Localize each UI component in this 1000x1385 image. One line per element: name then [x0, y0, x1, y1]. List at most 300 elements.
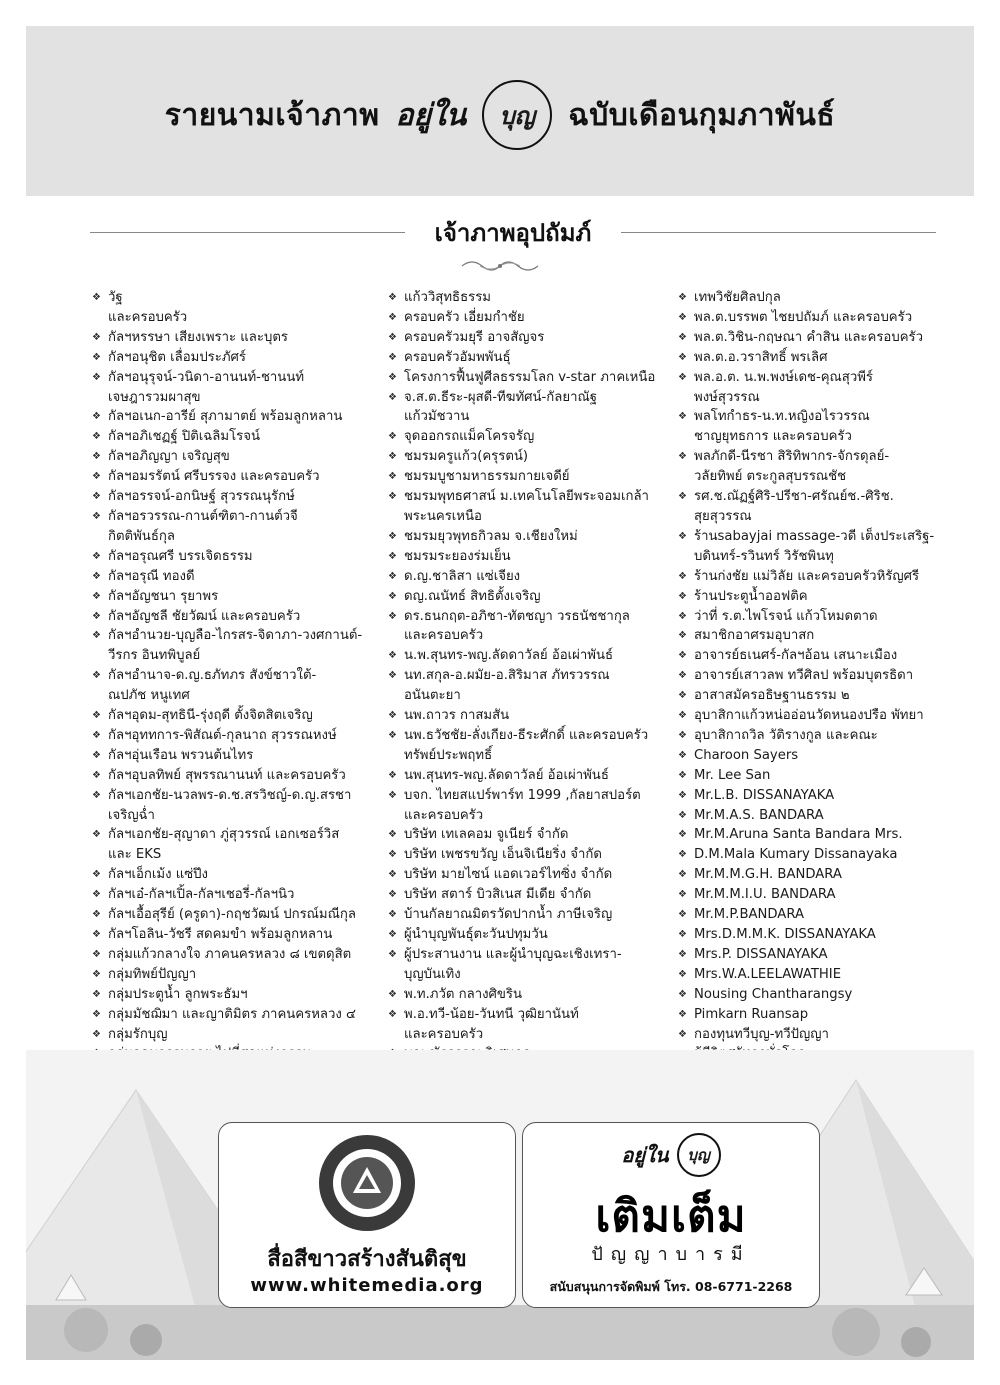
bullet-icon: ❖	[678, 650, 687, 662]
donor-entry	[92, 945, 382, 965]
donor-entry	[388, 587, 688, 607]
bullet-icon: ❖	[92, 789, 101, 801]
donor-name: กัลฯอรรจน์-อกนิษฐ์ สุวรรณนุรักษ์	[108, 489, 295, 505]
bullet-icon: ❖	[388, 929, 397, 940]
bullet-icon: ❖	[388, 650, 397, 662]
donor-entry	[388, 388, 688, 428]
donor-entry	[388, 905, 688, 925]
bullet-icon: ❖	[388, 1008, 397, 1020]
donor-entry	[388, 447, 688, 467]
donor-entry	[678, 646, 978, 666]
donor-name: กัลฯเอกชัย-สุญาดา ภู่สุวรรณ์ เอกเซอร์วิส และ EKS	[108, 827, 340, 863]
donor-name: อุบาสิกาถวิล วัติรางกูล และคณะ	[694, 727, 878, 743]
bullet-icon: ❖	[388, 331, 397, 343]
bullet-icon: ❖	[92, 451, 101, 463]
donor-entry	[678, 626, 978, 646]
donor-name: พล.ต.บรรพต ไชยปถัมภ์ และครอบครัว	[694, 309, 913, 325]
donor-name: พลโทกำธร-น.ท.หญิงอไรวรรณ ชาญยุทธการ และครอบครัว	[694, 409, 870, 445]
donor-entry	[388, 467, 688, 487]
donor-entry	[678, 666, 978, 686]
donor-entry	[388, 328, 688, 348]
donor-name: ชมรมครูแก้ว(ครุรตน์)	[404, 449, 529, 465]
donor-name: กัลฯอรวรรณ-กานต์ฑิตา-กานต์วจี กิตติพันธ์กุล	[108, 508, 298, 544]
donor-name: กัลฯโอลิน-วัชรี สดคมขำ พร้อมลูกหลาน	[108, 927, 333, 942]
donor-entry	[678, 905, 978, 925]
section-rule-right	[621, 232, 936, 233]
bullet-icon: ❖	[678, 670, 687, 682]
donor-name: นพ.ธวัชชัย-ลั่งเกียง-ธีระศักดิ์ และครอบครัว ทรัพย์ประพฤทธิ์	[404, 727, 649, 763]
bullet-icon: ❖	[388, 610, 397, 622]
donor-entry	[388, 945, 688, 985]
donor-name: กัลฯอุบลทิพย์ สุพรรณานนท์ และครอบครัว	[108, 767, 346, 783]
donor-name: อาสาสมัครอธิษฐานธรรม ๒	[694, 688, 850, 704]
bullet-icon: ❖	[678, 889, 687, 901]
bullet-icon: ❖	[678, 610, 687, 622]
bullet-icon: ❖	[388, 869, 397, 881]
donor-name: Mr.M.P.BANDARA	[694, 907, 804, 923]
donor-name: ด.ญ.ชาลิสา แซ่เจียง	[404, 568, 521, 584]
donor-name: กลุ่มทิพย์ปัญญา	[108, 966, 197, 982]
donor-entry	[388, 368, 688, 388]
header-title	[26, 60, 974, 170]
donor-name: กัลฯเอื้อสุรีย์ (ครูดา)-กฤชวัฒน์ ปกรณ์มณีกุล	[108, 907, 356, 923]
donor-entry	[388, 1005, 688, 1045]
bullet-icon: ❖	[678, 849, 687, 861]
bullet-icon: ❖	[388, 710, 397, 722]
donor-entry	[678, 288, 978, 308]
donor-name: ร้านsabayjai massage-วดี เต็งประเสริฐ- บดินทร์-รวินทร์ วิรัชพินทุ	[694, 528, 935, 564]
bullet-icon: ❖	[388, 550, 397, 562]
donor-entry	[92, 746, 382, 766]
bullet-icon: ❖	[678, 929, 687, 940]
bullet-icon: ❖	[388, 431, 397, 443]
donor-name: บ้านกัลยาณมิตรวัดปากน้ำ ภาษีเจริญ	[404, 907, 613, 923]
donor-entry	[92, 348, 382, 368]
bullet-icon: ❖	[92, 929, 101, 940]
bullet-icon: ❖	[678, 690, 687, 702]
donor-entry	[388, 925, 688, 945]
donor-name: พล.อ.ต. น.พ.พงษ์เดช-คุณสุวพีร์ พงษ์สุวรรณ	[694, 369, 874, 405]
donor-name: จ.ส.ต.ธีระ-ผุสดี-ทีฆทัศน์-กัลยาณัฐ แก้วมัชวาน	[404, 389, 598, 425]
bullet-icon: ❖	[92, 968, 101, 980]
bullet-icon: ❖	[678, 351, 687, 363]
donor-entry	[92, 368, 382, 408]
bullet-icon: ❖	[678, 1028, 687, 1040]
bullet-icon: ❖	[388, 769, 397, 781]
donor-entry	[388, 845, 688, 865]
donor-entry	[388, 865, 688, 885]
bullet-icon: ❖	[678, 948, 687, 960]
bullet-icon: ❖	[92, 610, 101, 622]
donor-entry	[678, 825, 978, 845]
donor-entry	[678, 746, 978, 766]
bullet-icon: ❖	[92, 491, 101, 503]
donor-entry	[92, 1025, 382, 1045]
donor-entry	[92, 825, 382, 865]
donor-name: กัลฯอุททการ-พิสัณต์-กุลนาถ สุวรรณหงษ์	[108, 727, 337, 743]
donor-entry	[92, 965, 382, 985]
bullet-icon: ❖	[678, 630, 687, 642]
bullet-icon: ❖	[678, 590, 687, 602]
donor-name: กัลฯอเนก-อารีย์ สุภามาตย์ พร้อมลูกหลาน	[108, 409, 343, 425]
donor-name: Mr.M.A.S. BANDARA	[694, 807, 824, 823]
bullet-icon: ❖	[678, 769, 687, 781]
white-media-association-badge-icon	[317, 1133, 417, 1233]
donor-entry	[388, 766, 688, 786]
bullet-icon: ❖	[388, 849, 397, 861]
donor-name: Nousing Chantharangsy	[694, 986, 853, 1002]
sponsor-logo-circle: บุญ	[677, 1133, 721, 1177]
bullet-icon: ❖	[92, 292, 101, 303]
bullet-icon: ❖	[92, 471, 101, 483]
donor-entry	[388, 607, 688, 647]
bullet-icon: ❖	[388, 351, 397, 363]
bullet-icon: ❖	[388, 292, 397, 303]
donor-entry	[92, 427, 382, 447]
bullet-icon: ❖	[92, 590, 101, 602]
donor-name: นพ.ถาวร กาสมสัน	[404, 708, 510, 724]
donor-name: ชมรมพุทธศาสน์ ม.เทคโนโลยีพระจอมเกล้า พระนครเหนือ	[404, 489, 649, 524]
bullet-icon: ❖	[678, 411, 687, 423]
donor-name: กัลฯอุ่นเรือน พรวนต้นไทร	[108, 747, 254, 763]
donor-name: กัลฯอำนวย-บุญลือ-ไกรสร-จิดาภา-วงศกานต์- วีรกร อินทพิบูลย์	[108, 628, 363, 664]
section-rule-left	[90, 232, 405, 233]
bullet-icon: ❖	[388, 909, 397, 921]
donor-entry	[388, 527, 688, 547]
bullet-icon: ❖	[678, 530, 687, 542]
bullet-icon: ❖	[388, 988, 397, 1000]
donor-name: สมาชิกอาศรมอุบาสก	[694, 628, 815, 644]
donor-entry	[92, 467, 382, 487]
donor-entry	[92, 1005, 382, 1025]
bullet-icon: ❖	[388, 590, 397, 602]
bullet-icon: ❖	[388, 889, 397, 901]
donor-name: Mr.M.Aruna Santa Bandara Mrs.	[694, 827, 903, 843]
donor-name: จุดออกรถแม็คโครจรัญ	[404, 429, 535, 445]
bullet-icon: ❖	[92, 749, 101, 761]
donor-entry	[92, 447, 382, 467]
bullet-icon: ❖	[92, 351, 101, 363]
donor-name: บริษัท เพชรขวัญ เอ็นจิเนียริ่ง จำกัด	[404, 847, 602, 863]
bullet-icon: ❖	[92, 988, 101, 1000]
donor-entry	[678, 368, 978, 408]
magazine-logo-circle: บุญ	[482, 80, 552, 150]
donor-entry	[678, 407, 978, 447]
donor-name: กลุ่มมัชฌิมา และญาติมิตร ภาคนครหลวง ๔	[108, 1006, 356, 1022]
donor-entry	[92, 905, 382, 925]
donor-entry	[678, 308, 978, 328]
bullet-icon: ❖	[92, 570, 101, 582]
bullet-icon: ❖	[678, 371, 687, 383]
bullet-icon: ❖	[388, 789, 397, 801]
donor-name: Mr.L.B. DISSANAYAKA	[694, 787, 835, 803]
donor-name: ครอบครัวมยุรี อาจสัญจร	[404, 329, 545, 345]
donor-name: Mrs.P. DISSANAYAKA	[694, 946, 828, 962]
donor-entry	[678, 1005, 978, 1025]
bullet-icon: ❖	[388, 391, 397, 403]
bullet-icon: ❖	[92, 829, 101, 841]
donor-name: กลุ่มประตูน้ำ ลูกพระธัมฯ	[108, 986, 248, 1002]
donor-entry	[678, 328, 978, 348]
donor-entry	[388, 646, 688, 666]
donor-column-3	[678, 288, 978, 1064]
donor-entry	[388, 308, 688, 328]
donor-entry	[92, 865, 382, 885]
donor-name: ชมรมบูชามหาธรรมกายเจดีย์	[404, 469, 570, 485]
bullet-icon: ❖	[92, 769, 101, 781]
bullet-icon: ❖	[388, 371, 397, 383]
white-media-tagline: สื่อสีขาวสร้างสันติสุข	[267, 1247, 467, 1272]
donor-name: อุบาสิกาแก้วหน่ออ่อนวัดหนองปรือ พัทยา	[694, 708, 924, 724]
bullet-icon: ❖	[388, 530, 397, 542]
donor-entry	[92, 726, 382, 746]
donor-entry	[678, 786, 978, 806]
donor-name: Mrs.D.M.M.K. DISSANAYAKA	[694, 927, 876, 942]
donor-entry	[388, 666, 688, 706]
donor-name: Mr.M.M.I.U. BANDARA	[694, 887, 836, 903]
bullet-icon: ❖	[388, 311, 397, 323]
sponsor-card-logo	[523, 1133, 819, 1177]
donor-entry	[678, 487, 978, 527]
bullet-icon: ❖	[388, 451, 397, 463]
bullet-icon: ❖	[92, 411, 101, 423]
donor-name: อาจารย์ธเนศร์-กัลฯอ้อน เสนาะเมือง	[694, 648, 898, 664]
bullet-icon: ❖	[678, 869, 687, 881]
bullet-icon: ❖	[92, 869, 101, 881]
bullet-icon: ❖	[92, 889, 101, 901]
donor-name: น.พ.สุนทร-พญ.ลัดดาวัลย์ อ้อเผ่าพันธ์	[404, 648, 614, 664]
sponsor-brand: เติมเต็ม	[595, 1191, 747, 1242]
donor-name: ครอบครัว เอี่ยมกำชัย	[404, 309, 525, 325]
bullet-icon: ❖	[678, 311, 687, 323]
donor-entry	[92, 985, 382, 1005]
bullet-icon: ❖	[92, 1028, 101, 1040]
donor-entry	[92, 766, 382, 786]
donor-entry	[678, 567, 978, 587]
donor-name: กัลฯอรุณศรี บรรเจิดธรรม	[108, 548, 253, 564]
bullet-icon: ❖	[388, 729, 397, 741]
bullet-icon: ❖	[678, 491, 687, 503]
bullet-icon: ❖	[388, 471, 397, 483]
bullet-icon: ❖	[92, 510, 101, 522]
bullet-icon: ❖	[678, 292, 687, 303]
bullet-icon: ❖	[92, 909, 101, 921]
donor-name: กัลฯอนุรุจน์-วนิดา-อานนท์-ชานนท์ เจษฎารวมผาสุข	[108, 369, 305, 405]
donor-name: Charoon Sayers	[694, 747, 799, 763]
donor-name: Mr. Lee San	[694, 767, 771, 783]
donor-name: กัลฯอมรรัตน์ ศรีบรรจง และครอบครัว	[108, 469, 320, 485]
donor-name: ผู้นำบุญพันธุ์ตะวันปทุมวัน	[404, 927, 548, 942]
donor-name: พลภักดี-นีรชา สิริทิพากร-จักรดุลย์- วลัยทิพย์ ตระกูลสุบรรณชัช	[694, 449, 890, 485]
donor-entry	[388, 726, 688, 766]
bullet-icon: ❖	[92, 1008, 101, 1020]
donor-entry	[388, 487, 688, 527]
bullet-icon: ❖	[388, 829, 397, 841]
bullet-icon: ❖	[678, 909, 687, 921]
section-title: เจ้าภาพอุปถัมภ์	[434, 218, 592, 247]
donor-name: รศ.ช.ณัฏฐ์ศิริ-ปรีชา-ศรัณย์ช.-ศิริช. สุยสุวรรณ	[694, 489, 894, 524]
donor-entry	[92, 547, 382, 567]
donor-name: กัลฯหรรษา เสียงเพราะ และบุตร	[108, 329, 288, 345]
donor-entry	[92, 567, 382, 587]
donor-name: ร้านประตูน้ำออฟติค	[694, 588, 808, 604]
donor-name: ครอบครัวอัมพพันธุ์	[404, 349, 511, 365]
donor-name: โครงการฟื้นฟูศีลธรรมโลก v-star ภาคเหนือ	[404, 369, 656, 385]
section-header	[90, 212, 936, 252]
donor-name: ชมรมระยองร่มเย็น	[404, 548, 511, 564]
bullet-icon: ❖	[678, 729, 687, 741]
bullet-icon: ❖	[92, 371, 101, 383]
white-media-url[interactable]: www.whitemedia.org	[250, 1275, 484, 1296]
donor-name: ชมรมยุวพุทธกิวลม จ.เชียงใหม่	[404, 528, 578, 544]
donor-entry	[92, 666, 382, 706]
donor-name: กัลฯเอกชัย-นวลพร-ด.ช.สรวิชญ์-ด.ญ.สรชา เจริญฉ่ำ	[108, 787, 352, 823]
bullet-icon: ❖	[678, 1008, 687, 1020]
sponsor-logo-script: อยู่ใน	[621, 1143, 669, 1167]
bullet-icon: ❖	[92, 710, 101, 722]
donor-entry	[678, 925, 978, 945]
donor-entry	[678, 865, 978, 885]
donor-entry	[388, 885, 688, 905]
bullet-icon: ❖	[92, 948, 101, 960]
donor-entry	[678, 845, 978, 865]
donor-name: กัลฯอภิเชฏฐ์ ปิติเฉลิมโรจน์	[108, 429, 260, 445]
donor-name: แก้ววิสุทธิธรรม	[404, 290, 491, 305]
donor-name: พ.อ.ทวี-น้อย-วันทนี วุฒิยานันท์ และครอบครัว	[404, 1006, 579, 1042]
donor-name: Mr.M.M.G.H. BANDARA	[694, 867, 842, 883]
donor-name: กัลฯอุดม-สุทธินี-รุ่งฤดี ตั้งจิตสิตเจริญ	[108, 708, 313, 724]
donor-name: กองทุนทวีบุญ-ทวีปัญญา	[694, 1026, 829, 1042]
bullet-icon: ❖	[92, 729, 101, 741]
donor-entry	[92, 626, 382, 666]
donor-entry	[678, 965, 978, 985]
donor-entry	[92, 925, 382, 945]
donor-name: ผู้ประสานงาน และผู้นำบุญฉะเชิงเทรา- บุญบันเทิง	[404, 946, 622, 982]
donor-name: กัลฯอัญชนา รุยาพร	[108, 588, 219, 604]
donor-entry	[388, 985, 688, 1005]
donor-name: ดญ.ณนัทธ์ สิทธิตั้งเจริญ	[404, 588, 541, 604]
donor-entry	[92, 507, 382, 547]
bullet-icon: ❖	[678, 789, 687, 801]
donor-entry	[388, 786, 688, 826]
donor-name: กัลฯอำนาจ-ด.ญ.ธภัทภร สังข์ชาวใต้- ณปภัช หนูเทศ	[108, 668, 317, 704]
donor-entry	[388, 288, 688, 308]
donor-name: กัลฯอัญชลี ชัยวัฒน์ และครอบครัว	[108, 608, 301, 624]
donor-entry	[678, 587, 978, 607]
donor-name: กัลฯอภิญญา เจริญสุข	[108, 449, 230, 465]
decorative-flourish-icon	[460, 256, 540, 276]
donor-entry	[92, 288, 382, 328]
bullet-icon: ❖	[678, 570, 687, 582]
bullet-icon: ❖	[388, 570, 397, 582]
donor-entry	[678, 985, 978, 1005]
donor-entry	[388, 706, 688, 726]
bullet-icon: ❖	[92, 331, 101, 343]
donor-name: ร้านก่งชัย แม่วิลัย และครอบครัวหิรัญศรี	[694, 568, 920, 584]
donor-entry	[92, 607, 382, 627]
donor-name: บจก. ไทยสแปร์พาร์ท 1999 ,กัลยาสปอร์ต และครอบครัว	[404, 787, 641, 823]
donor-entry	[678, 885, 978, 905]
donor-name: บริษัท สตาร์ บิวสิเนส มีเดีย จำกัด	[404, 887, 592, 903]
donor-entry	[92, 587, 382, 607]
donor-name: อาจารย์เสาวลพ ทวีศิลป พร้อมบุตรธิดา	[694, 668, 914, 684]
header-title-left: รายนามเจ้าภาพ	[164, 97, 380, 133]
donor-name: บริษัท เทเลคอม จูเนียร์ จำกัด	[404, 827, 569, 843]
donor-entry	[92, 786, 382, 826]
bullet-icon: ❖	[678, 968, 687, 980]
donor-name: Pimkarn Ruansap	[694, 1006, 809, 1022]
bullet-icon: ❖	[678, 451, 687, 463]
donor-name: พล.ต.อ.วราสิทธิ์ พรเลิศ	[694, 349, 828, 365]
donor-name: นพ.สุนทร-พญ.ลัดดาวัลย์ อ้อเผ่าพันธ์	[404, 767, 609, 783]
bullet-icon: ❖	[678, 809, 687, 821]
donor-name: วัฐ และครอบครัว	[108, 290, 188, 325]
donor-entry	[678, 706, 978, 726]
donor-column-1	[92, 288, 382, 1084]
donor-name: กัลฯอรุณี ทองดี	[108, 568, 195, 584]
bullet-icon: ❖	[388, 491, 397, 503]
donor-name: นท.สกุล-อ.ผมัย-อ.สิริมาส ภัทรวรรณ อนันตะยา	[404, 668, 610, 704]
donor-entry	[388, 427, 688, 447]
donor-name: พ.ท.ภวัต กลางศิขริน	[404, 986, 523, 1002]
donor-entry	[678, 527, 978, 567]
donor-entry	[678, 447, 978, 487]
donor-entry	[678, 607, 978, 627]
donor-entry	[678, 348, 978, 368]
donor-name: กัลฯเอ๋-กัลฯเปิ้ล-กัลฯเชอรี่-กัลฯนิว	[108, 887, 295, 903]
donor-name: พล.ต.วิชิน-กฤษณา คำสิน และครอบครัว	[694, 329, 923, 345]
bullet-icon: ❖	[92, 670, 101, 682]
donor-column-2	[388, 288, 688, 1084]
donor-name: Mrs.W.A.LEELAWATHIE	[694, 966, 842, 982]
bullet-icon: ❖	[388, 670, 397, 682]
donor-name: เทพวิชัยศิลปกุล	[694, 290, 781, 305]
donor-name: บริษัท มายไซน์ แอดเวอร์ไทซิ่ง จำกัด	[404, 867, 613, 883]
bullet-icon: ❖	[92, 431, 101, 443]
donor-entry	[388, 567, 688, 587]
magazine-logo-script: อยู่ใน	[395, 97, 467, 133]
bullet-icon: ❖	[388, 948, 397, 960]
donor-entry	[92, 487, 382, 507]
donor-name: ดร.ธนกฤต-อภิชา-ทัตชญา วรธนัชชากุล และครอบครัว	[404, 608, 630, 644]
donor-entry	[678, 686, 978, 706]
white-media-card	[218, 1122, 516, 1308]
donor-entry	[388, 547, 688, 567]
donor-entry	[92, 885, 382, 905]
bullet-icon: ❖	[678, 988, 687, 1000]
sponsor-subtitle: ปัญญาบารมี	[591, 1244, 751, 1265]
donor-name: D.M.Mala Kumary Dissanayaka	[694, 847, 898, 863]
donor-entry	[92, 328, 382, 348]
sponsor-card	[522, 1122, 820, 1308]
bullet-icon: ❖	[678, 829, 687, 841]
donor-entry	[678, 806, 978, 826]
header-title-right: ฉบับเดือนกุมภาพันธ์	[568, 97, 836, 133]
donor-entry	[388, 825, 688, 845]
bullet-icon: ❖	[678, 710, 687, 722]
donor-name: ว่าที่ ร.ต.ไพโรจน์ แก้วโหมดตาด	[694, 608, 878, 624]
bullet-icon: ❖	[678, 331, 687, 343]
donor-name: กลุ่มรักบุญ	[108, 1026, 168, 1042]
donor-entry	[678, 945, 978, 965]
donor-name: กลุ่มแก้วกลางใจ ภาคนครหลวง ๘ เขตดุสิต	[108, 946, 352, 962]
donor-name: กัลฯเอ็กเม้ง แซ่ปึง	[108, 867, 208, 883]
bullet-icon: ❖	[92, 630, 101, 642]
donor-entry	[678, 726, 978, 746]
donor-entry	[388, 348, 688, 368]
sponsor-support-text: สนับสนุนการจัดพิมพ์ โทร. 08-6771-2268	[549, 1279, 793, 1294]
donor-entry	[92, 706, 382, 726]
